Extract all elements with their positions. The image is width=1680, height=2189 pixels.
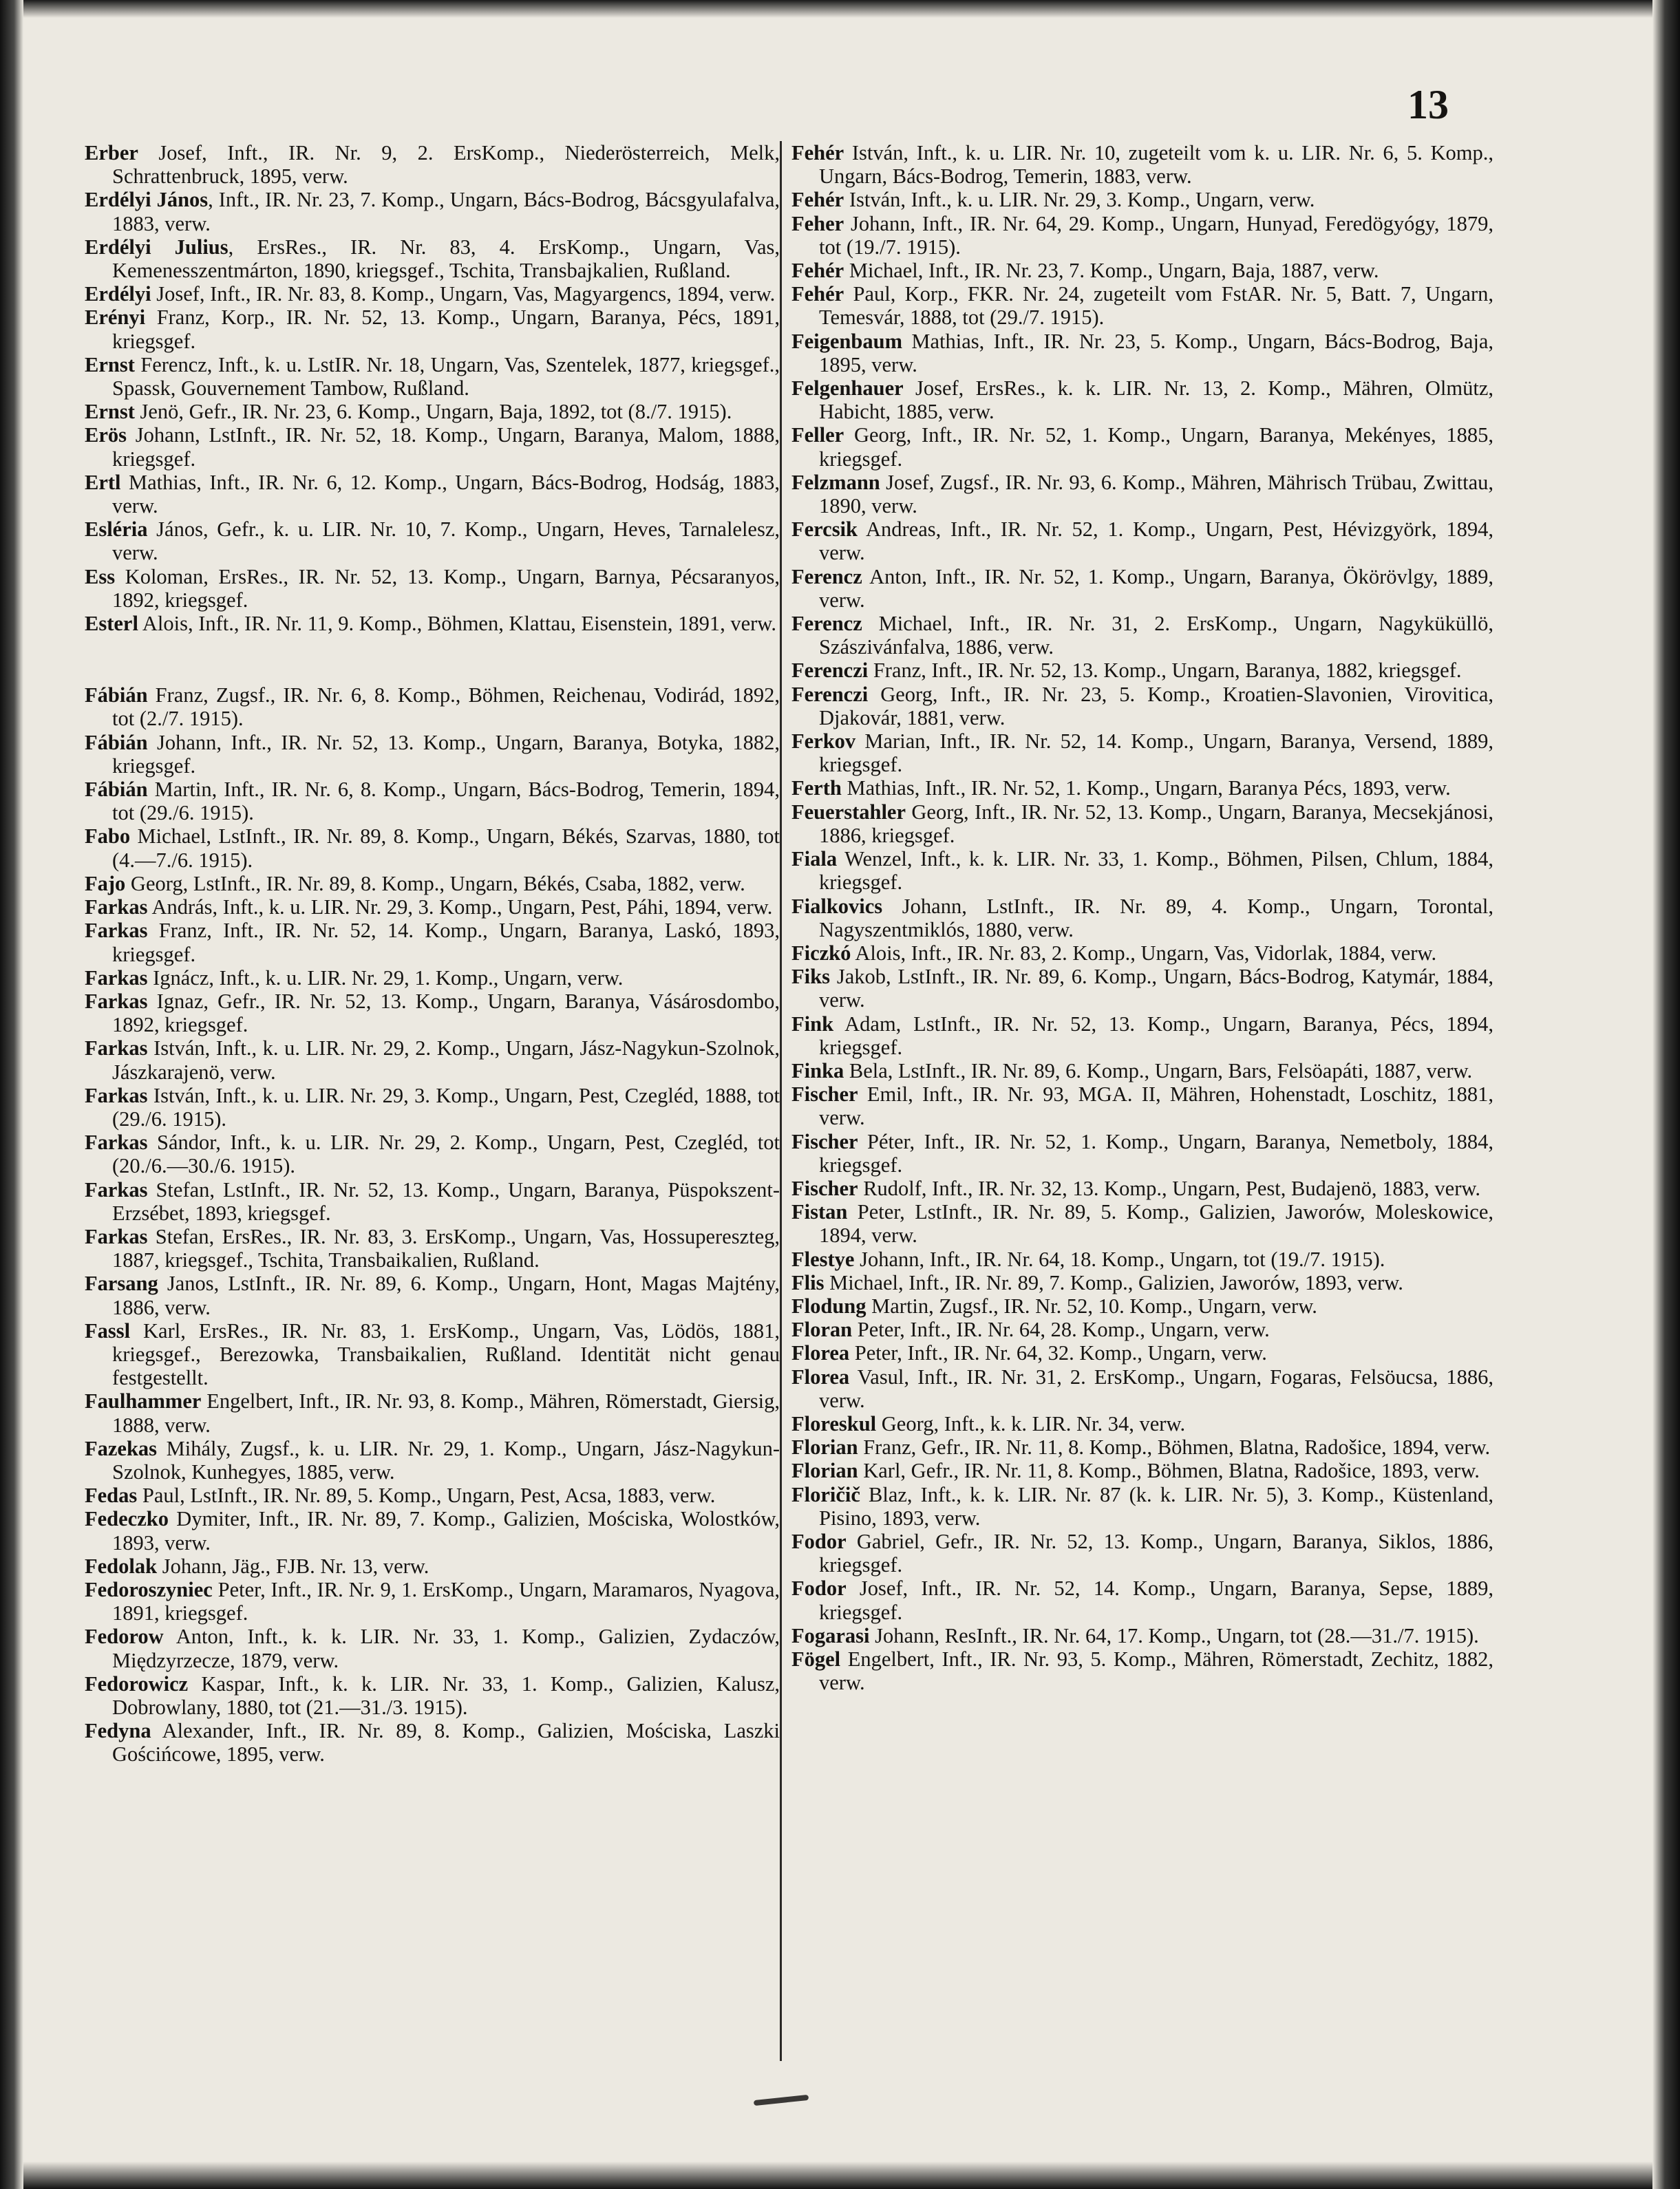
right-entries bbox=[791, 141, 1493, 1694]
entry-details: Peter, Inft., IR. Nr. 64, 32. Komp., Ungarn, verw. bbox=[849, 1341, 1267, 1365]
entry-details: Peter, Inft., IR. Nr. 64, 28. Komp., Ungarn, verw. bbox=[852, 1318, 1270, 1342]
entry-details: Emil, Inft., IR. Nr. 93, MGA. II, Mähren, Hohenstadt, Loschitz, 1881, verw. bbox=[819, 1082, 1493, 1130]
column-divider bbox=[780, 141, 782, 2061]
scan-edge-left bbox=[0, 0, 23, 2189]
list-item bbox=[85, 895, 780, 919]
entry-surname: Fiala bbox=[791, 847, 838, 871]
entry-surname: Fogarasi bbox=[791, 1623, 870, 1647]
entry-details: Stefan, ErsRes., IR. Nr. 83, 3. ErsKomp., Ungarn, Vas, Hossupereszteg, 1887, kriegsgef., Tschita, Transbaikalien, Rußland. bbox=[112, 1224, 780, 1272]
entry-details: Franz, Zugsf., IR. Nr. 6, 8. Komp., Böhmen, Reichenau, Vodirád, 1892, tot (2./7. 1915). bbox=[112, 683, 780, 731]
entry-details: Mathias, Inft., IR. Nr. 23, 5. Komp., Ungarn, Bács-Bodrog, Baja, 1895, verw. bbox=[819, 329, 1493, 376]
entry-surname: Farkas bbox=[85, 1131, 148, 1155]
entry-details: Johann, LstInft., IR. Nr. 52, 18. Komp., Ungarn, Baranya, Malom, 1888, kriegsgef. bbox=[112, 423, 780, 471]
list-item bbox=[791, 659, 1493, 682]
list-item bbox=[791, 1530, 1493, 1577]
entry-details: István, Inft., k. u. LIR. Nr. 29, 3. Komp., Ungarn, verw. bbox=[844, 188, 1315, 212]
entry-surname: Fassl bbox=[85, 1318, 131, 1343]
entry-details: Jenö, Gefr., IR. Nr. 23, 6. Komp., Ungarn, Baja, 1892, tot (8./7. 1915). bbox=[134, 400, 732, 424]
entry-details: Johann, LstInft., IR. Nr. 89, 4. Komp., Ungarn, Torontal, Nagyszentmiklós, 1880, verw. bbox=[819, 894, 1493, 941]
entry-surname: Farkas bbox=[85, 1036, 148, 1060]
list-item bbox=[791, 1200, 1493, 1247]
list-item bbox=[85, 1319, 780, 1390]
entry-surname: Fischer bbox=[791, 1129, 858, 1153]
list-item bbox=[791, 141, 1493, 188]
entry-details: János, Gefr., k. u. LIR. Nr. 10, 7. Komp., Ungarn, Heves, Tarnalelesz, verw. bbox=[112, 517, 780, 565]
entry-surname: Fehér bbox=[791, 188, 844, 212]
entry-details: Martin, Zugsf., IR. Nr. 52, 10. Komp., Ungarn, verw. bbox=[866, 1294, 1317, 1318]
entry-surname: Fiks bbox=[791, 965, 830, 989]
list-item bbox=[791, 1412, 1493, 1435]
entry-details: Bela, LstInft., IR. Nr. 89, 6. Komp., Ungarn, Bars, Felsöapáti, 1887, verw. bbox=[844, 1058, 1473, 1082]
list-item bbox=[791, 1341, 1493, 1365]
ink-smudge bbox=[754, 2095, 809, 2106]
entry-surname: Flodung bbox=[791, 1294, 866, 1318]
entry-details: Kaspar, Inft., k. k. LIR. Nr. 33, 1. Komp., Galizien, Kalusz, Dobrowlany, 1880, tot (21.—31./3. 1915). bbox=[112, 1672, 780, 1719]
entry-surname: Esterl bbox=[85, 612, 138, 636]
list-item bbox=[791, 1130, 1493, 1177]
list-item bbox=[791, 1318, 1493, 1341]
list-item bbox=[85, 1484, 780, 1507]
entry-surname: Fajo bbox=[85, 871, 126, 895]
list-item bbox=[791, 1365, 1493, 1412]
list-item bbox=[85, 188, 780, 235]
entry-details: István, Inft., k. u. LIR. Nr. 29, 2. Komp., Ungarn, Jász-Nagykun-Szolnok, Jászkarajenö, verw. bbox=[112, 1036, 780, 1084]
entry-surname: Farkas bbox=[85, 989, 148, 1013]
entry-surname: Fedolak bbox=[85, 1554, 158, 1578]
entry-surname: Erdélyi János bbox=[85, 188, 209, 212]
entry-details: , ErsRes., IR. Nr. 83, 4. ErsKomp., Ungarn, Vas, Kemenesszentmárton, 1890, kriegsgef., Tschita, Transbajkalien, Rußland. bbox=[112, 235, 780, 283]
entry-surname: Esléria bbox=[85, 517, 148, 542]
entry-details: Franz, Inft., IR. Nr. 52, 14. Komp., Ungarn, Baranya, Laskó, 1893, kriegsgef. bbox=[112, 919, 780, 966]
entry-details: Ignaz, Gefr., IR. Nr. 52, 13. Komp., Ungarn, Baranya, Vásárosdombo, 1892, kriegsgef. bbox=[112, 989, 780, 1037]
left-column bbox=[85, 141, 780, 1766]
entry-details: Ferencz, Inft., k. u. LstIR. Nr. 18, Ungarn, Vas, Szentelek, 1877, kriegsgef., Spassk, Gouvernement Tambow, Rußland. bbox=[112, 352, 780, 401]
list-item bbox=[85, 1084, 780, 1131]
list-item bbox=[85, 1507, 780, 1554]
entry-surname: Ferenczi bbox=[791, 682, 869, 706]
list-item bbox=[85, 824, 780, 871]
list-item bbox=[85, 471, 780, 517]
entry-surname: Flestye bbox=[791, 1247, 855, 1271]
entry-details: Franz, Gefr., IR. Nr. 11, 8. Komp., Böhmen, Blatna, Radošice, 1894, verw. bbox=[858, 1435, 1491, 1460]
entry-surname: Florian bbox=[791, 1459, 858, 1483]
list-item bbox=[85, 423, 780, 470]
list-item bbox=[791, 895, 1493, 941]
entry-details: Janos, LstInft., IR. Nr. 89, 6. Komp., Ungarn, Hont, Magas Majtény, 1886, verw. bbox=[112, 1272, 780, 1319]
list-item bbox=[791, 212, 1493, 259]
entry-surname: Fedyna bbox=[85, 1719, 151, 1743]
list-item bbox=[791, 1271, 1493, 1294]
entry-details: Andreas, Inft., IR. Nr. 52, 1. Komp., Ungarn, Pest, Hévizgyörk, 1894, verw. bbox=[819, 517, 1493, 565]
entry-surname: Fodor bbox=[791, 1529, 847, 1553]
entry-surname: Fischer bbox=[791, 1176, 858, 1200]
list-item bbox=[791, 729, 1493, 776]
entry-surname: Erényi bbox=[85, 306, 146, 330]
entry-details: Jakob, LstInft., IR. Nr. 89, 6. Komp., Ungarn, Bács-Bodrog, Katymár, 1884, verw. bbox=[819, 965, 1493, 1012]
entry-surname: Fehér bbox=[791, 259, 844, 283]
entry-surname: Feigenbaum bbox=[791, 329, 902, 353]
entry-details: Johann, Inft., IR. Nr. 64, 29. Komp., Ungarn, Hunyad, Feredögyógy, 1879, tot (19./7. 1915). bbox=[819, 211, 1493, 259]
entry-surname: Farkas bbox=[85, 1083, 148, 1107]
entry-surname: Ernst bbox=[85, 352, 135, 376]
entry-surname: Farkas bbox=[85, 1224, 148, 1248]
entry-details: Koloman, ErsRes., IR. Nr. 52, 13. Komp., Ungarn, Barnya, Pécsaranyos, 1892, kriegsgef. bbox=[112, 564, 780, 612]
entry-surname: Flis bbox=[791, 1270, 825, 1294]
entry-surname: Erdélyi bbox=[85, 282, 151, 306]
list-item bbox=[85, 1555, 780, 1578]
scan-edge-bottom bbox=[0, 2161, 1680, 2189]
entry-details: Anton, Inft., k. k. LIR. Nr. 33, 1. Komp., Galizien, Zydaczów, Międzyrzecze, 1879, verw. bbox=[112, 1625, 780, 1672]
entry-details: Georg, Inft., IR. Nr. 52, 1. Komp., Ungarn, Baranya, Mekényes, 1885, kriegsgef. bbox=[819, 423, 1493, 471]
entry-details: Karl, ErsRes., IR. Nr. 83, 1. ErsKomp., Ungarn, Vas, Lödös, 1881, kriegsgef., Berezowka, Transbaikalien, Rußland. Identität nicht genau festgestellt. bbox=[112, 1318, 780, 1390]
list-item bbox=[791, 776, 1493, 800]
list-item bbox=[791, 1459, 1493, 1482]
entry-details: Ignácz, Inft., k. u. LIR. Nr. 29, 1. Komp., Ungarn, verw. bbox=[147, 965, 624, 990]
entry-details: Paul, Korp., FKR. Nr. 24, zugeteilt vom FstAR. Nr. 5, Batt. 7, Ungarn, Temesvár, 1888, tot (29./7. 1915). bbox=[819, 282, 1493, 330]
list-item bbox=[791, 800, 1493, 847]
entry-details: Vasul, Inft., IR. Nr. 31, 2. ErsKomp., Ungarn, Fogaras, Felsöucsa, 1886, verw. bbox=[819, 1365, 1493, 1412]
entry-details: Franz, Inft., IR. Nr. 52, 13. Komp., Ungarn, Baranya, 1882, kriegsgef. bbox=[868, 659, 1462, 683]
list-item bbox=[85, 1719, 780, 1766]
list-item bbox=[85, 683, 780, 730]
entry-details: Georg, Inft., k. k. LIR. Nr. 34, verw. bbox=[876, 1411, 1186, 1435]
list-item bbox=[85, 731, 780, 778]
entry-surname: Floran bbox=[791, 1318, 853, 1342]
entry-details: Dymiter, Inft., IR. Nr. 89, 7. Komp., Galizien, Mościska, Wolostków, 1893, verw. bbox=[112, 1507, 780, 1555]
entry-details: Wenzel, Inft., k. k. LIR. Nr. 33, 1. Komp., Böhmen, Pilsen, Chlum, 1884, kriegsgef. bbox=[819, 847, 1493, 895]
entry-details: Josef, Inft., IR. Nr. 9, 2. ErsKomp., Niederösterreich, Melk, Schrattenbruck, 1895, verw. bbox=[112, 141, 780, 189]
list-item bbox=[791, 683, 1493, 729]
entry-details: Franz, Korp., IR. Nr. 52, 13. Komp., Ungarn, Baranya, Pécs, 1891, kriegsgef. bbox=[112, 306, 780, 353]
entry-details: Johann, Inft., IR. Nr. 52, 13. Komp., Ungarn, Baranya, Botyka, 1882, kriegsgef. bbox=[112, 730, 780, 778]
list-item bbox=[791, 1435, 1493, 1459]
entry-details: Johann, ResInft., IR. Nr. 64, 17. Komp., Ungarn, tot (28.—31./7. 1915). bbox=[869, 1623, 1479, 1647]
entry-surname: Fercsik bbox=[791, 517, 858, 542]
list-item bbox=[85, 235, 780, 282]
list-item bbox=[791, 965, 1493, 1012]
entry-surname: Fink bbox=[791, 1012, 834, 1036]
list-item bbox=[85, 872, 780, 895]
entry-surname: Fabo bbox=[85, 824, 131, 848]
entry-details: Rudolf, Inft., IR. Nr. 32, 13. Komp., Ungarn, Pest, Budajenö, 1883, verw. bbox=[858, 1176, 1481, 1200]
entry-surname: Fazekas bbox=[85, 1436, 158, 1460]
list-item bbox=[85, 990, 780, 1036]
entry-surname: Farkas bbox=[85, 1177, 148, 1202]
list-item bbox=[85, 966, 780, 990]
list-item bbox=[85, 565, 780, 612]
entry-details: Karl, Gefr., IR. Nr. 11, 8. Komp., Böhmen, Blatna, Radošice, 1893, verw. bbox=[858, 1459, 1480, 1483]
entry-details: Michael, Inft., IR. Nr. 23, 7. Komp., Ungarn, Baja, 1887, verw. bbox=[844, 259, 1379, 283]
entry-surname: Fedas bbox=[85, 1484, 138, 1508]
entry-surname: Farkas bbox=[85, 919, 148, 943]
list-item bbox=[791, 259, 1493, 282]
list-item bbox=[791, 282, 1493, 329]
entry-details: Mathias, Inft., IR. Nr. 52, 1. Komp., Ungarn, Baranya Pécs, 1893, verw. bbox=[841, 776, 1451, 800]
list-item bbox=[791, 1624, 1493, 1647]
left-e-entries bbox=[85, 141, 780, 635]
list-item bbox=[85, 1625, 780, 1672]
list-item bbox=[85, 1272, 780, 1318]
list-item bbox=[791, 565, 1493, 612]
entry-surname: Ertl bbox=[85, 470, 121, 494]
entry-surname: Fedoroszyniec bbox=[85, 1577, 213, 1601]
entry-details: István, Inft., k. u. LIR. Nr. 29, 3. Komp., Ungarn, Pest, Czegléd, 1888, tot (29./6. 1915). bbox=[112, 1083, 780, 1131]
entry-surname: Feller bbox=[791, 423, 844, 447]
list-item bbox=[85, 517, 780, 564]
list-item bbox=[85, 1131, 780, 1177]
section-gap bbox=[85, 635, 780, 683]
entry-surname: Fialkovics bbox=[791, 894, 883, 918]
entry-surname: Erös bbox=[85, 423, 127, 447]
list-item bbox=[85, 612, 780, 635]
list-item bbox=[791, 612, 1493, 659]
entry-details: Georg, Inft., IR. Nr. 23, 5. Komp., Kroatien-Slavonien, Virovitica, Djakovár, 1881, verw. bbox=[819, 682, 1493, 729]
entry-surname: Ess bbox=[85, 564, 116, 588]
entry-surname: Fedorow bbox=[85, 1625, 164, 1649]
entry-surname: Erdélyi Julius bbox=[85, 235, 228, 259]
entry-surname: Ferenczi bbox=[791, 659, 869, 683]
entry-surname: Farkas bbox=[85, 895, 148, 919]
entry-details: Josef, Zugsf., IR. Nr. 93, 6. Komp., Mähren, Mährisch Trübau, Zwittau, 1890, verw. bbox=[819, 470, 1493, 518]
entry-details: Adam, LstInft., IR. Nr. 52, 13. Komp., Ungarn, Baranya, Pécs, 1894, kriegsgef. bbox=[819, 1012, 1493, 1059]
entry-details: Josef, Inft., IR. Nr. 52, 14. Komp., Ungarn, Baranya, Sepse, 1889, kriegsgef. bbox=[819, 1577, 1493, 1624]
entry-details: Michael, Inft., IR. Nr. 89, 7. Komp., Galizien, Jaworów, 1893, verw. bbox=[824, 1270, 1403, 1294]
entry-surname: Fábián bbox=[85, 778, 148, 802]
entry-surname: Faulhammer bbox=[85, 1389, 202, 1413]
entry-details: Georg, LstInft., IR. Nr. 89, 8. Komp., Ungarn, Békés, Csaba, 1882, verw. bbox=[125, 871, 745, 895]
entry-details: Gabriel, Gefr., IR. Nr. 52, 13. Komp., Ungarn, Baranya, Siklos, 1886, kriegsgef. bbox=[819, 1529, 1493, 1577]
entry-surname: Fábián bbox=[85, 683, 148, 707]
list-item bbox=[85, 919, 780, 965]
page-number: 13 bbox=[1407, 82, 1449, 127]
list-item bbox=[85, 400, 780, 423]
entry-details: Georg, Inft., IR. Nr. 52, 13. Komp., Ungarn, Baranya, Mecsekjánosi, 1886, kriegsgef. bbox=[819, 800, 1493, 847]
list-item bbox=[791, 188, 1493, 211]
entry-surname: Fögel bbox=[791, 1647, 841, 1671]
entry-details: Blaz, Inft., k. k. LIR. Nr. 87 (k. k. LIR. Nr. 5), 3. Komp., Küstenland, Pisino, 1893, verw. bbox=[819, 1482, 1493, 1530]
entry-details: Michael, Inft., IR. Nr. 31, 2. ErsKomp., Ungarn, Nagyküküllö, Szászivánfalva, 1886, verw. bbox=[819, 612, 1493, 659]
entry-surname: Felgenhauer bbox=[791, 376, 904, 401]
entry-surname: Floričič bbox=[791, 1482, 860, 1506]
list-item bbox=[791, 330, 1493, 376]
entry-surname: Fodor bbox=[791, 1577, 847, 1601]
list-item bbox=[791, 847, 1493, 894]
entry-details: Mihály, Zugsf., k. u. LIR. Nr. 29, 1. Komp., Ungarn, Jász-Nagykun-Szolnok, Kunhegyes, 1885, verw. bbox=[112, 1436, 780, 1484]
list-item bbox=[791, 1082, 1493, 1129]
list-item bbox=[85, 1178, 780, 1225]
scan-edge-top bbox=[0, 0, 1680, 18]
entry-details: Péter, Inft., IR. Nr. 52, 1. Komp., Ungarn, Baranya, Nemetboly, 1884, kriegsgef. bbox=[819, 1129, 1493, 1177]
entry-details: Johann, Jäg., FJB. Nr. 13, verw. bbox=[157, 1554, 429, 1578]
entry-surname: Finka bbox=[791, 1058, 844, 1082]
entry-details: Josef, ErsRes., k. k. LIR. Nr. 13, 2. Komp., Mähren, Olmütz, Habicht, 1885, verw. bbox=[819, 376, 1493, 424]
entry-surname: Fistan bbox=[791, 1200, 848, 1224]
list-item bbox=[85, 1225, 780, 1272]
list-item bbox=[791, 1577, 1493, 1623]
entry-details: Sándor, Inft., k. u. LIR. Nr. 29, 2. Komp., Ungarn, Pest, Czegléd, tot (20./6.—30./6. 1915). bbox=[112, 1131, 780, 1178]
entry-surname: Ferkov bbox=[791, 729, 856, 754]
list-item bbox=[791, 941, 1493, 965]
list-item bbox=[791, 376, 1493, 423]
entry-details: Stefan, LstInft., IR. Nr. 52, 13. Komp., Ungarn, Baranya, Püspokszent-Erzsébet, 1893, kriegsgef. bbox=[112, 1177, 780, 1225]
list-item bbox=[791, 1294, 1493, 1318]
list-item bbox=[85, 1036, 780, 1083]
list-item bbox=[791, 1059, 1493, 1082]
entry-details: Anton, Inft., IR. Nr. 52, 1. Komp., Ungarn, Baranya, Ökörövlgy, 1889, verw. bbox=[819, 564, 1493, 612]
list-item bbox=[791, 1483, 1493, 1530]
entry-surname: Ferth bbox=[791, 776, 842, 800]
entry-details: Martin, Inft., IR. Nr. 6, 8. Komp., Ungarn, Bács-Bodrog, Temerin, 1894, tot (29./6. 1915). bbox=[112, 778, 780, 825]
entry-surname: Fedeczko bbox=[85, 1507, 169, 1531]
list-item bbox=[85, 1389, 780, 1436]
list-item bbox=[85, 1672, 780, 1719]
entry-surname: Ferencz bbox=[791, 612, 862, 636]
entry-details: Engelbert, Inft., IR. Nr. 93, 5. Komp., Mähren, Römerstadt, Zechitz, 1882, verw. bbox=[819, 1647, 1493, 1695]
entry-details: Johann, Inft., IR. Nr. 64, 18. Komp., Ungarn, tot (19./7. 1915). bbox=[854, 1247, 1385, 1271]
left-f-entries bbox=[85, 683, 780, 1766]
list-item bbox=[85, 353, 780, 400]
entry-surname: Feher bbox=[791, 211, 844, 235]
list-item bbox=[791, 471, 1493, 517]
list-item bbox=[85, 282, 780, 306]
entry-details: Paul, LstInft., IR. Nr. 89, 5. Komp., Ungarn, Pest, Acsa, 1883, verw. bbox=[137, 1484, 716, 1508]
entry-details: Alexander, Inft., IR. Nr. 89, 8. Komp., Galizien, Mościska, Laszki Gościńcowe, 1895, verw. bbox=[112, 1719, 780, 1766]
list-item bbox=[791, 1647, 1493, 1694]
entry-surname: Ficzkó bbox=[791, 941, 851, 965]
entry-details: Michael, LstInft., IR. Nr. 89, 8. Komp., Ungarn, Békés, Szarvas, 1880, tot (4.—7./6. 1915). bbox=[112, 824, 780, 872]
entry-surname: Erber bbox=[85, 141, 138, 164]
entry-surname: Fedorowicz bbox=[85, 1672, 189, 1696]
list-item bbox=[85, 141, 780, 188]
list-item bbox=[85, 306, 780, 352]
entry-details: Mathias, Inft., IR. Nr. 6, 12. Komp., Ungarn, Bács-Bodrog, Hodság, 1883, verw. bbox=[112, 470, 780, 518]
list-item bbox=[791, 1012, 1493, 1059]
entry-details: Engelbert, Inft., IR. Nr. 93, 8. Komp., Mähren, Römerstadt, Giersig, 1888, verw. bbox=[112, 1389, 780, 1437]
entry-surname: Florian bbox=[791, 1435, 858, 1460]
entry-details: István, Inft., k. u. LIR. Nr. 10, zugeteilt vom k. u. LIR. Nr. 6, 5. Komp., Ungarn, Bács-Bodrog, Temerin, 1883, verw. bbox=[819, 141, 1493, 189]
entry-surname: Farkas bbox=[85, 965, 148, 990]
list-item bbox=[791, 517, 1493, 564]
entry-surname: Florea bbox=[791, 1365, 850, 1389]
entry-details: Marian, Inft., IR. Nr. 52, 14. Komp., Ungarn, Baranya, Versend, 1889, kriegsgef. bbox=[819, 729, 1493, 777]
entry-surname: Feuerstahler bbox=[791, 800, 906, 824]
entry-details: András, Inft., k. u. LIR. Nr. 29, 3. Komp., Ungarn, Pest, Páhi, 1894, verw. bbox=[147, 895, 773, 919]
entry-surname: Ferencz bbox=[791, 564, 862, 588]
list-item bbox=[85, 778, 780, 824]
list-item bbox=[791, 1177, 1493, 1200]
entry-surname: Felzmann bbox=[791, 470, 880, 494]
entry-surname: Ernst bbox=[85, 400, 135, 424]
right-column bbox=[791, 141, 1493, 1694]
entry-surname: Fehér bbox=[791, 282, 844, 306]
entry-surname: Floreskul bbox=[791, 1411, 877, 1435]
entry-details: Alois, Inft., IR. Nr. 83, 2. Komp., Ungarn, Vas, Vidorlak, 1884, verw. bbox=[851, 941, 1437, 965]
list-item bbox=[85, 1437, 780, 1484]
entry-details: Peter, LstInft., IR. Nr. 89, 5. Komp., Galizien, Jaworów, Moleskowice, 1894, verw. bbox=[819, 1200, 1493, 1248]
entry-details: Josef, Inft., IR. Nr. 83, 8. Komp., Ungarn, Vas, Magyargencs, 1894, verw. bbox=[151, 282, 776, 306]
list-item bbox=[85, 1578, 780, 1625]
entry-surname: Farsang bbox=[85, 1272, 158, 1296]
entry-surname: Fischer bbox=[791, 1082, 858, 1107]
list-item bbox=[791, 423, 1493, 470]
entry-surname: Fábián bbox=[85, 730, 148, 754]
entry-details: Alois, Inft., IR. Nr. 11, 9. Komp., Böhmen, Klattau, Eisenstein, 1891, verw. bbox=[138, 612, 776, 636]
scan-edge-right bbox=[1652, 0, 1680, 2189]
entry-surname: Florea bbox=[791, 1341, 850, 1365]
entry-details: Peter, Inft., IR. Nr. 9, 1. ErsKomp., Ungarn, Maramaros, Nyagova, 1891, kriegsgef. bbox=[112, 1577, 780, 1625]
list-item bbox=[791, 1248, 1493, 1271]
entry-details: , Inft., IR. Nr. 23, 7. Komp., Ungarn, Bács-Bodrog, Bácsgyulafalva, 1883, verw. bbox=[112, 188, 780, 235]
entry-surname: Fehér bbox=[791, 141, 844, 164]
